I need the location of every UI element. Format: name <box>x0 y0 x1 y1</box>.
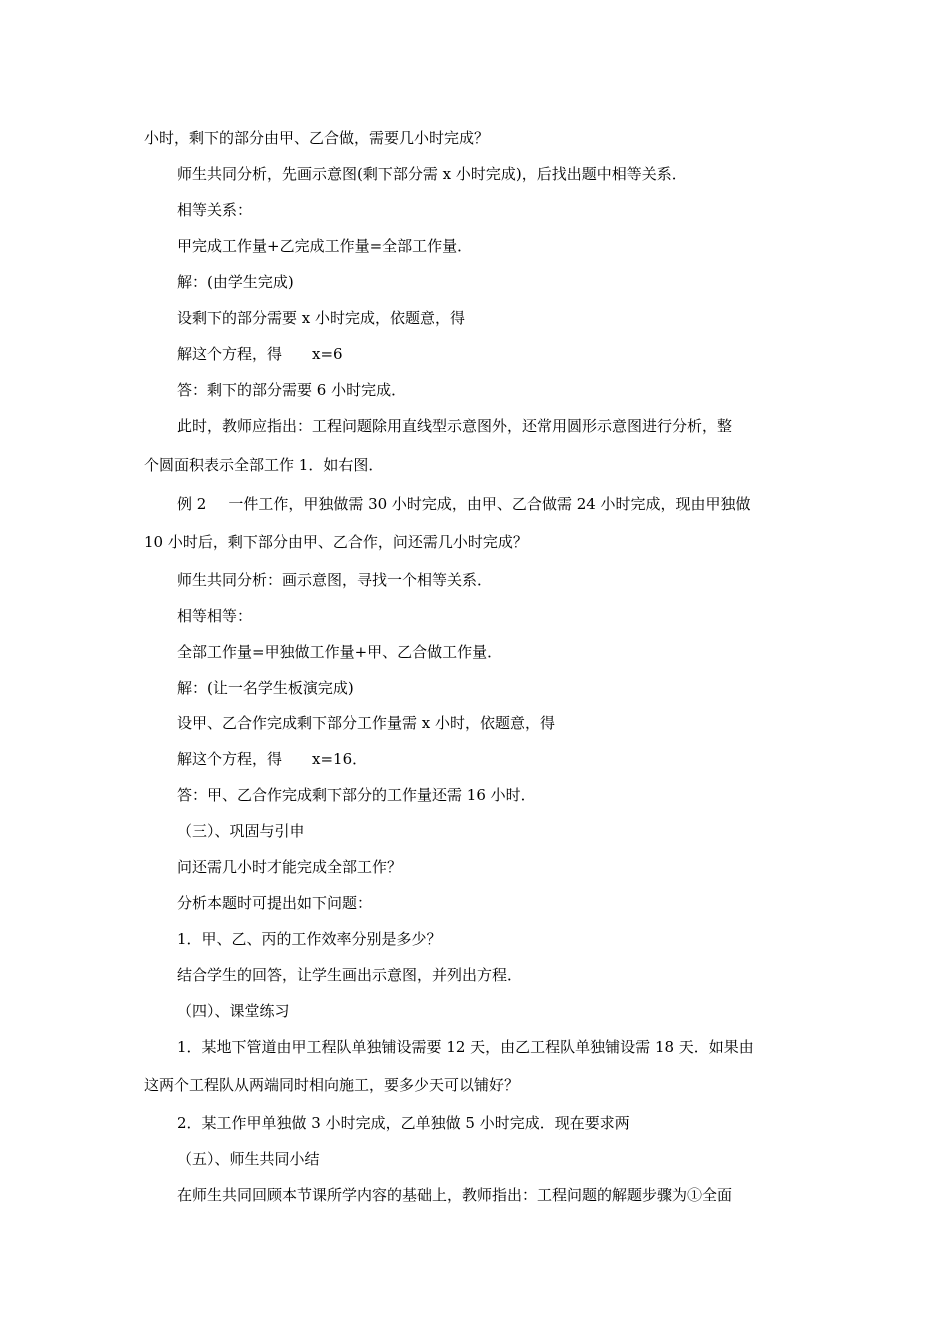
paragraph-line: 相等关系： <box>177 201 253 219</box>
solve-equation-line <box>177 344 343 364</box>
example-heading-line <box>177 494 751 514</box>
solve-equation-text: 解这个方程，得 <box>177 345 283 363</box>
paragraph-line: 问还需几小时才能完成全部工作？ <box>177 858 403 876</box>
paragraph-line: 1．甲、乙、丙的工作效率分别是多少？ <box>177 930 442 948</box>
paragraph-line: 这两个工程队从两端同时相向施工，要多少天可以铺好？ <box>144 1076 520 1094</box>
paragraph-line: 设甲、乙合作完成剩下部分工作量需 x 小时，依题意，得 <box>177 714 555 732</box>
example-text: 一件工作，甲独做需 30 小时完成，由甲、乙合做需 24 小时完成，现由甲独做 <box>228 495 751 513</box>
paragraph-line: 全部工作量=甲独做工作量+甲、乙合做工作量． <box>177 643 503 661</box>
section-heading: （三）、巩固与引申 <box>177 822 305 840</box>
paragraph-line: 答：甲、乙合作完成剩下部分的工作量还需 16 小时． <box>177 786 536 804</box>
section-heading: （四）、课堂练习 <box>177 1002 290 1020</box>
paragraph-line: 师生共同分析，先画示意图(剩下部分需 x 小时完成)，后找出题中相等关系． <box>177 165 687 183</box>
paragraph-line: 相等相等： <box>177 607 253 625</box>
paragraph-line: 在师生共同回顾本节课所学内容的基础上，教师指出：工程问题的解题步骤为①全面 <box>177 1186 733 1204</box>
paragraph-line: 2．某工作甲单独做 3 小时完成，乙单独做 5 小时完成．现在要求两 <box>177 1114 630 1132</box>
paragraph-line: 设剩下的部分需要 x 小时完成，依题意，得 <box>177 309 465 327</box>
equation-result: x=6 <box>312 345 343 363</box>
solve-equation-line <box>177 749 367 769</box>
paragraph-line: 此时，教师应指出：工程问题除用直线型示意图外，还常用圆形示意图进行分析，整 <box>177 417 733 435</box>
equation-result: x=16． <box>312 750 368 768</box>
paragraph-line: 结合学生的回答，让学生画出示意图，并列出方程． <box>177 966 523 984</box>
section-heading: （五）、师生共同小结 <box>177 1150 320 1168</box>
paragraph-line: 解：(让一名学生板演完成) <box>177 679 354 697</box>
paragraph-line: 答：剩下的部分需要 6 小时完成． <box>177 381 407 399</box>
paragraph-line: 分析本题时可提出如下问题： <box>177 894 373 912</box>
solve-equation-text: 解这个方程，得 <box>177 750 283 768</box>
paragraph-line: 甲完成工作量+乙完成工作量=全部工作量． <box>177 237 473 255</box>
paragraph-line: 1．某地下管道由甲工程队单独铺设需要 12 天，由乙工程队单独铺设需 18 天．如果由 <box>177 1038 754 1056</box>
paragraph-line: 解：(由学生完成) <box>177 273 294 291</box>
paragraph-line: 10 小时后，剩下部分由甲、乙合作，问还需几小时完成？ <box>144 533 528 551</box>
example-number: 例 2 <box>177 495 207 513</box>
paragraph-line: 师生共同分析：画示意图，寻找一个相等关系． <box>177 571 493 589</box>
paragraph-line: 小时，剩下的部分由甲、乙合做，需要几小时完成？ <box>144 129 490 147</box>
paragraph-line: 个圆面积表示全部工作 1．如右图． <box>144 456 384 474</box>
